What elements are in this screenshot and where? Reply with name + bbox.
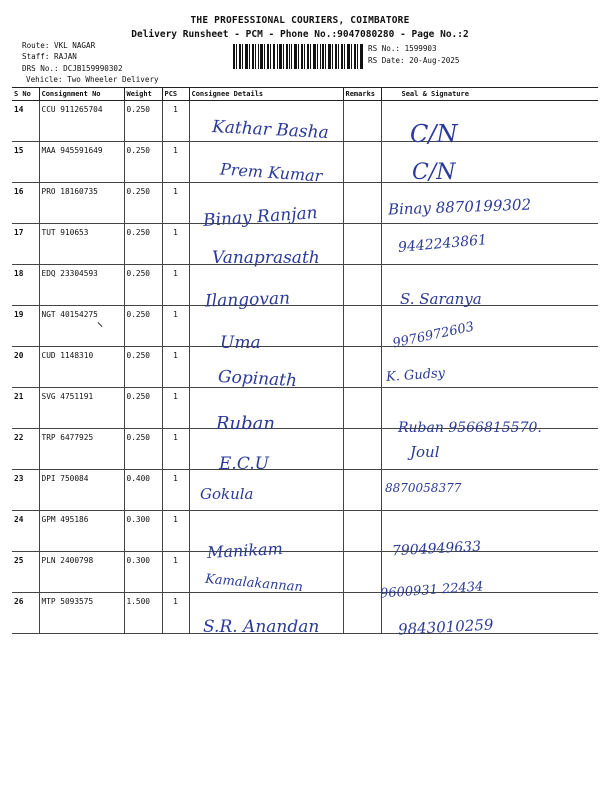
handwritten-name: Manikam <box>206 539 284 562</box>
handwritten-name: Gopinath <box>217 366 298 392</box>
row-weight: 0.250 <box>124 347 162 388</box>
company-title: THE PROFESSIONAL COURIERS, COIMBATORE <box>190 15 410 26</box>
drs-number: DRS No.: DCJB159990302 <box>22 64 123 73</box>
row-sno: 26 <box>12 593 39 634</box>
row-pcs: 1 <box>162 142 189 183</box>
row-pcs: 1 <box>162 388 189 429</box>
row-consignment-no: PRO 18160735 <box>39 183 124 224</box>
table-row <box>12 552 598 593</box>
handwritten-name: Kathar Basha <box>211 116 330 144</box>
row-consignment-no: CUD 1148310 <box>39 347 124 388</box>
row-weight: 0.250 <box>124 429 162 470</box>
table-row <box>12 470 598 511</box>
row-weight: 0.400 <box>124 470 162 511</box>
row-remarks <box>343 470 381 511</box>
row-consignment-no: PLN 2400798 <box>39 552 124 593</box>
row-consignment-no: DPI 750084 <box>39 470 124 511</box>
row-weight: 0.300 <box>124 552 162 593</box>
table-row <box>12 265 598 306</box>
row-pcs: 1 <box>162 265 189 306</box>
handwritten-signature: K. Gudsy <box>385 365 446 386</box>
row-remarks <box>343 429 381 470</box>
handwritten-name: Gokula <box>200 485 254 503</box>
col-header-remarks: Remarks <box>343 88 381 101</box>
staff-label: Staff: RAJAN <box>22 52 77 61</box>
handwritten-signature: Joul <box>410 443 440 461</box>
row-consignment-no: TUT 910653 <box>39 224 124 265</box>
handwritten-name: Uma <box>220 333 261 353</box>
row-sno: 24 <box>12 511 39 552</box>
col-header-sno: S No <box>12 88 39 101</box>
runsheet-subtitle: Delivery Runsheet - PCM - Phone No.:9047080280 - Page No.:2 <box>131 29 469 40</box>
col-header-weight: Weight <box>124 88 162 101</box>
handwritten-name: Vanaprasath <box>212 248 320 268</box>
row-sno: 22 <box>12 429 39 470</box>
handwritten-name: Binay Ranjan <box>202 203 319 231</box>
row-remarks <box>343 183 381 224</box>
row-remarks <box>343 593 381 634</box>
row-consignment-no: GPM 495186 <box>39 511 124 552</box>
row-pcs: 1 <box>162 306 189 347</box>
row-pcs: 1 <box>162 224 189 265</box>
rs-number: RS No.: 1599903 <box>368 44 437 53</box>
handwritten-signature: 9976972603 <box>391 319 476 352</box>
col-header-consignment: Consignment No <box>39 88 124 101</box>
row-sno: 23 <box>12 470 39 511</box>
handwritten-signature: 9843010259 <box>397 615 494 639</box>
handwritten-signature: 7904949633 <box>391 538 482 560</box>
row-consignment-no: MTP 5093575 <box>39 593 124 634</box>
col-header-signature: Seal & Signature <box>381 88 598 101</box>
table-row <box>12 511 598 552</box>
row-weight: 0.250 <box>124 265 162 306</box>
row-pcs: 1 <box>162 552 189 593</box>
row-consignment-no: CCU 911265704 <box>39 101 124 142</box>
row-consignment-no: MAA 945591649 <box>39 142 124 183</box>
row-remarks <box>343 265 381 306</box>
row-pcs: 1 <box>162 593 189 634</box>
row-pcs: 1 <box>162 429 189 470</box>
row-weight: 1.500 <box>124 593 162 634</box>
row-sno: 21 <box>12 388 39 429</box>
row-pcs: 1 <box>162 470 189 511</box>
row-sno: 25 <box>12 552 39 593</box>
row-weight: 0.250 <box>124 388 162 429</box>
handwritten-name: Ruban <box>216 413 275 434</box>
handwritten-signature: S. Saranya <box>400 290 482 308</box>
handwritten-name: Kamalakannan <box>204 571 304 596</box>
row-remarks <box>343 101 381 142</box>
table-header-row <box>12 88 598 101</box>
row-sno: 19 <box>12 306 39 347</box>
row-remarks <box>343 552 381 593</box>
row-consignment-no: EDQ 23304593 <box>39 265 124 306</box>
row-remarks <box>343 388 381 429</box>
row-remarks <box>343 306 381 347</box>
row-consignee-details <box>189 306 343 347</box>
table-row <box>12 347 598 388</box>
handwritten-name: Prem Kumar <box>219 159 323 186</box>
row-remarks <box>343 511 381 552</box>
row-pcs: 1 <box>162 347 189 388</box>
row-weight: 0.300 <box>124 511 162 552</box>
row-sno: 16 <box>12 183 39 224</box>
row-remarks <box>343 224 381 265</box>
row-weight: 0.250 <box>124 306 162 347</box>
handwritten-signature: 8870058377 <box>385 481 462 495</box>
row-weight: 0.250 <box>124 142 162 183</box>
handwritten-name: S.R. Anandan <box>203 617 320 637</box>
vehicle-label: Vehicle: Two Wheeler Delivery <box>26 75 159 84</box>
handwritten-signature: C/N <box>412 160 456 185</box>
row-weight: 0.250 <box>124 224 162 265</box>
handwritten-name: Ilangovan <box>204 288 291 312</box>
route-label: Route: VKL NAGAR <box>22 41 96 50</box>
row-consignment-no: TRP 6477925 <box>39 429 124 470</box>
row-remarks <box>343 142 381 183</box>
row-pcs: 1 <box>162 183 189 224</box>
rs-date: RS Date: 20-Aug-2025 <box>368 56 460 65</box>
row-sno: 17 <box>12 224 39 265</box>
handwritten-signature: 9600931 22434 <box>379 579 484 602</box>
handwritten-signature: Ruban 9566815570. <box>398 420 542 436</box>
row-consignment-no: NGT 40154275 <box>39 306 124 347</box>
row-weight: 0.250 <box>124 101 162 142</box>
row-pcs: 1 <box>162 101 189 142</box>
row-weight: 0.250 <box>124 183 162 224</box>
handwritten-name: E.C.U <box>219 454 269 474</box>
handwritten-signature: 9442243861 <box>397 232 488 256</box>
row-sno: 15 <box>12 142 39 183</box>
row-consignment-no: SVG 4751191 <box>39 388 124 429</box>
row-remarks <box>343 347 381 388</box>
row-pcs: 1 <box>162 511 189 552</box>
col-header-consignee: Consignee Details <box>189 88 343 101</box>
handwritten-signature: C/N <box>410 120 458 148</box>
row-sno: 20 <box>12 347 39 388</box>
col-header-pcs: PCS <box>162 88 189 101</box>
row-sno: 14 <box>12 101 39 142</box>
row-sno: 18 <box>12 265 39 306</box>
handwritten-signature: Binay 8870199302 <box>387 195 532 219</box>
barcode-icon <box>233 44 363 69</box>
